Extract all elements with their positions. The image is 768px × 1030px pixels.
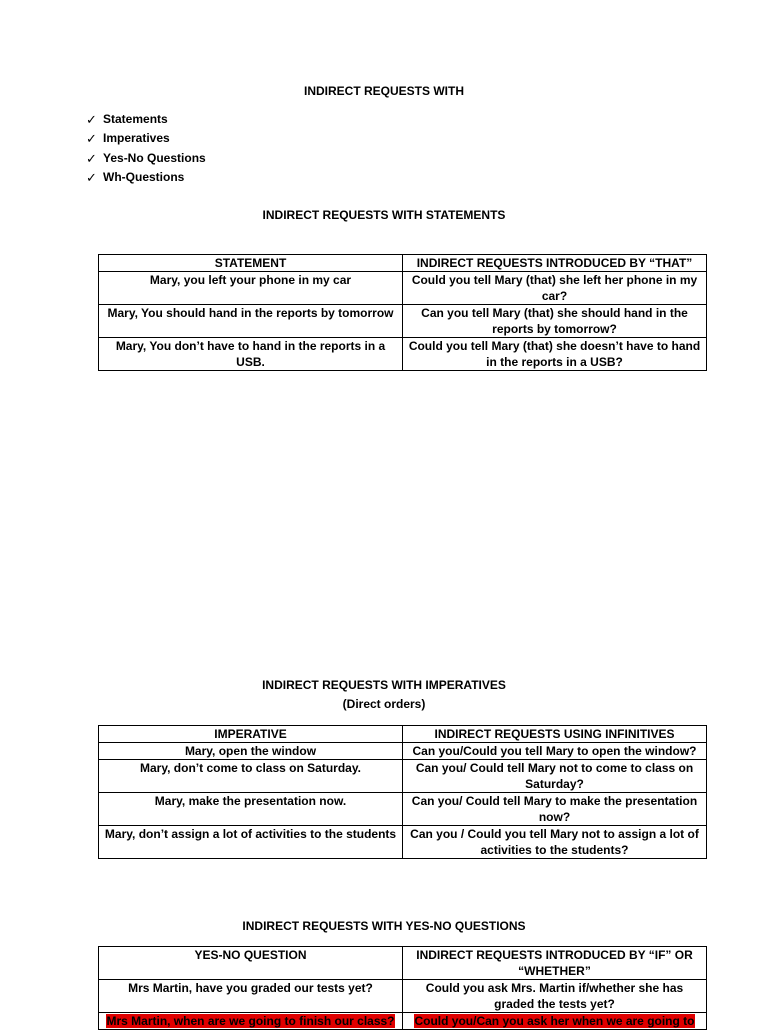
table-cell: Mary, make the presentation now. [99, 793, 403, 826]
table-cell: Mary, You should hand in the reports by tomorrow [99, 305, 403, 338]
table-row [99, 826, 707, 859]
table-cell: Can you tell Mary (that) she should hand in the reports by tomorrow? [403, 305, 707, 338]
section-subheading-imperatives: (Direct orders) [342, 697, 426, 711]
table-cell: Mary, you left your phone in my car [99, 272, 403, 305]
section-heading-imperatives: INDIRECT REQUESTS WITH IMPERATIVES [262, 678, 506, 692]
table-cell: Could you tell Mary (that) she left her phone in my car? [403, 272, 707, 305]
highlighted-text: Mrs Martin, when are we going to finish our class? [106, 1014, 395, 1028]
table-header-row [99, 726, 707, 743]
table-cell: Can you/ Could tell Mary not to come to class on Saturday? [403, 760, 707, 793]
table-header: STATEMENT [99, 255, 403, 272]
table-row [99, 793, 707, 826]
table-cell: Mary, open the window [99, 743, 403, 760]
table-cell: Could you ask Mrs. Martin if/whether she has graded the tests yet? [403, 980, 707, 1013]
table-cell: Can you/Could you tell Mary to open the window? [403, 743, 707, 760]
section-heading-statements: INDIRECT REQUESTS WITH STATEMENTS [262, 208, 506, 222]
highlighted-text: Could you/Can you ask her when we are going to [414, 1014, 695, 1028]
checklist-item: ✓ Imperatives [86, 131, 170, 147]
table-row [99, 305, 707, 338]
table-header-row [99, 255, 707, 272]
table-cell: Can you/ Could tell Mary to make the presentation now? [403, 793, 707, 826]
table-header: INDIRECT REQUESTS USING INFINITIVES [403, 726, 707, 743]
table-cell [403, 1013, 707, 1030]
topic-checklist [86, 110, 206, 187]
section-heading-yesno: INDIRECT REQUESTS WITH YES-NO QUESTIONS [242, 919, 526, 933]
check-icon: ✓ [86, 150, 97, 166]
table-row [99, 338, 707, 371]
table-cell [99, 1013, 403, 1030]
check-icon: ✓ [86, 112, 97, 128]
table-row [99, 1013, 707, 1030]
table-header: IMPERATIVE [99, 726, 403, 743]
table-row [99, 743, 707, 760]
table-cell: Mary, You don’t have to hand in the reports in a USB. [99, 338, 403, 371]
checklist-item: ✓ Statements [86, 112, 168, 128]
yesno-table [98, 946, 707, 1030]
table-cell: Mary, don’t assign a lot of activities to the students [99, 826, 403, 859]
table-row [99, 272, 707, 305]
table-cell: Mary, don’t come to class on Saturday. [99, 760, 403, 793]
imperatives-table [98, 725, 707, 859]
check-icon: ✓ [86, 170, 97, 186]
statements-table [98, 254, 707, 371]
table-header: YES-NO QUESTION [99, 947, 403, 980]
page-title: INDIRECT REQUESTS WITH [303, 84, 464, 98]
table-header-row [99, 947, 707, 980]
table-cell: Can you / Could you tell Mary not to assign a lot of activities to the students? [403, 826, 707, 859]
table-header: INDIRECT REQUESTS INTRODUCED BY “IF” OR “WHETHER” [403, 947, 707, 980]
table-header: INDIRECT REQUESTS INTRODUCED BY “THAT” [403, 255, 707, 272]
checklist-item: ✓ Yes-No Questions [86, 150, 206, 166]
table-cell: Mrs Martin, have you graded our tests yet? [99, 980, 403, 1013]
table-row [99, 760, 707, 793]
checklist-item: ✓ Wh-Questions [86, 170, 185, 186]
table-row [99, 980, 707, 1013]
check-icon: ✓ [86, 131, 97, 147]
table-cell: Could you tell Mary (that) she doesn’t have to hand in the reports in a USB? [403, 338, 707, 371]
